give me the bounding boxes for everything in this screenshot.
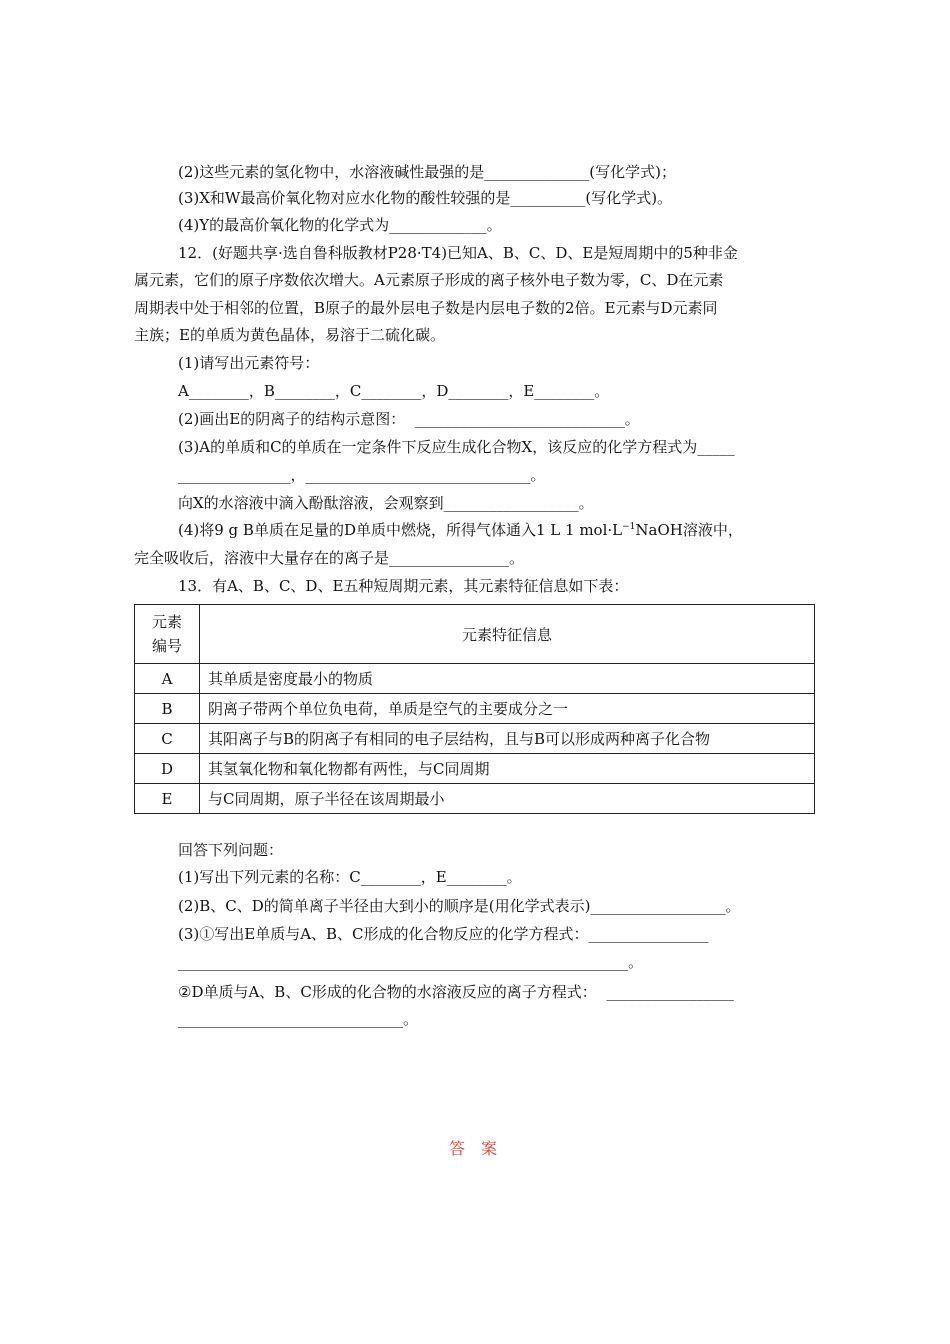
question-13-part-3-1: (3)①写出E单质与A、B、C形成的化合物反应的化学方程式：________________ bbox=[178, 925, 709, 943]
question-12-stem-line-1: 12．(好题共享·选自鲁科版教材P28·T4)已知A、B、C、D、E是短周期中的5种非金 bbox=[178, 244, 738, 262]
question-13-part-1: (1)写出下列元素的名称：C________，E________。 bbox=[178, 868, 522, 886]
table-row bbox=[135, 784, 815, 814]
question-12-stem-line-2: 属元素，它们的原子序数依次增大。A元素原子形成的离子核外电子数为零，C、D在元素 bbox=[134, 271, 724, 289]
row-element-info: 其阳离子与B的阴离子有相同的电子层结构，且与B可以形成两种离子化合物 bbox=[200, 724, 815, 754]
table-row bbox=[135, 724, 815, 754]
row-element-id: A bbox=[135, 664, 200, 694]
question-13-part-2: (2)B、C、D的简单离子半径由大到小的顺序是(用化学式表示)__________________。 bbox=[178, 897, 741, 915]
question-12-part-2: (2)画出E的阴离子的结构示意图： ____________________________。 bbox=[178, 410, 640, 428]
question-12-part-3-continued: _______________，______________________________。 bbox=[178, 466, 546, 484]
question-13-part-3-1-continued: ____________________________________________________________。 bbox=[178, 953, 644, 971]
question-12-part-4: (4)将9 g B单质在足量的D单质中燃烧，所得气体通入1 L 1 $mol\cdot L^{-1}NaOH$溶液中， bbox=[178, 521, 743, 539]
table-row bbox=[135, 664, 815, 694]
question-12-part-1: (1)请写出元素符号： bbox=[178, 354, 320, 372]
header-element-id: 元素 编号 bbox=[135, 605, 200, 664]
question-12-part-4-continued: 完全吸收后，溶液中大量存在的离子是________________。 bbox=[134, 549, 525, 567]
header-element-info: 元素特征信息 bbox=[200, 605, 815, 664]
question-12-part-1-blanks: A________，B________，C________，D________，E________。 bbox=[178, 382, 610, 400]
question-12-part-3-phenolphthalein: 向X的水溶液中滴入酚酞溶液，会观察到__________________。 bbox=[178, 494, 594, 512]
row-element-info: 与C同周期，原子半径在该周期最小 bbox=[200, 784, 815, 814]
row-element-id: C bbox=[135, 724, 200, 754]
row-element-info: 阴离子带两个单位负电荷，单质是空气的主要成分之一 bbox=[200, 694, 815, 724]
question-11-part-3: (3)X和W最高价氧化物对应水化物的酸性较强的是__________(写化学式)。 bbox=[178, 189, 673, 207]
row-element-info: 其单质是密度最小的物质 bbox=[200, 664, 815, 694]
element-info-table bbox=[134, 604, 815, 814]
table-row bbox=[135, 754, 815, 784]
question-13-part-3-2: ②D单质与A、B、C形成的化合物的水溶液反应的离子方程式： _________________ bbox=[178, 983, 734, 1001]
question-13-part-3-2-continued: ______________________________。 bbox=[178, 1010, 419, 1028]
question-11-part-2: (2)这些元素的氢化物中，水溶液碱性最强的是______________(写化学式)； bbox=[178, 163, 676, 181]
table-header-row bbox=[135, 605, 815, 664]
question-13-answer-prompt: 回答下列问题： bbox=[178, 841, 284, 859]
row-element-id: E bbox=[135, 784, 200, 814]
row-element-info: 其氢氧化物和氧化物都有两性，与C同周期 bbox=[200, 754, 815, 784]
question-13-stem: 13．有A、B、C、D、E五种短周期元素，其元素特征信息如下表： bbox=[178, 577, 629, 595]
question-12-stem-line-3: 周期表中处于相邻的位置，B原子的最外层电子数是内层电子数的2倍。E元素与D元素同 bbox=[134, 299, 718, 317]
table-row bbox=[135, 694, 815, 724]
answer-heading: 答案 bbox=[449, 1139, 514, 1158]
question-12-part-3: (3)A的单质和C的单质在一定条件下反应生成化合物X，该反应的化学方程式为_____ bbox=[178, 438, 735, 456]
question-12-stem-line-4: 主族；E的单质为黄色晶体，易溶于二硫化碳。 bbox=[134, 326, 445, 344]
row-element-id: B bbox=[135, 694, 200, 724]
row-element-id: D bbox=[135, 754, 200, 784]
question-11-part-4: (4)Y的最高价氧化物的化学式为_____________。 bbox=[178, 216, 502, 234]
